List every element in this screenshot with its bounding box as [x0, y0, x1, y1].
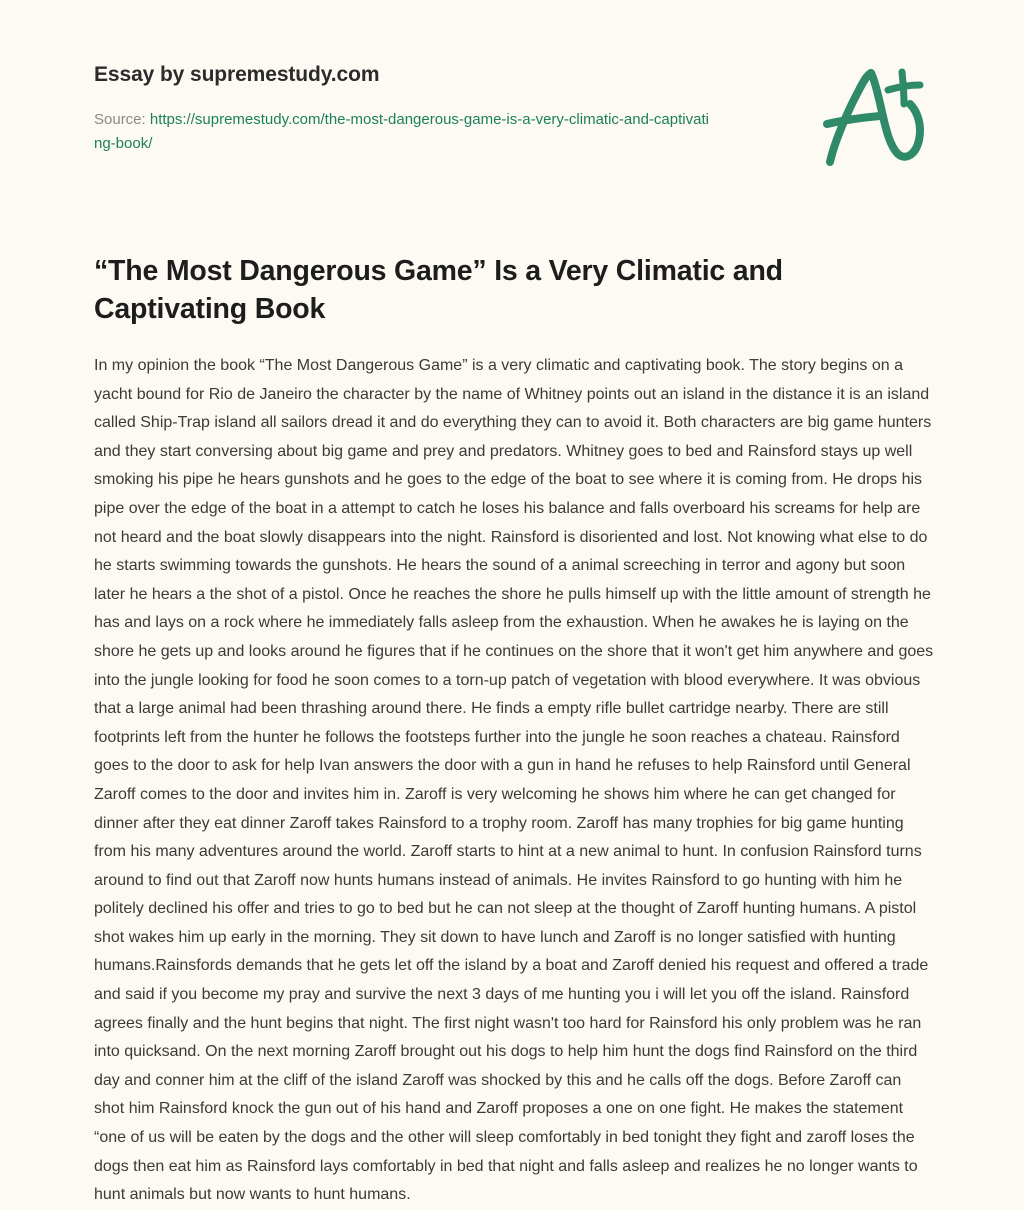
brand-title: Essay by supremestudy.com [94, 63, 380, 86]
page-header [0, 0, 1024, 170]
article-body [94, 352, 934, 1210]
source-url-link[interactable]: https://supremestudy.com/the-most-dangerous-game-is-a-very-climatic-and-captivating-book/ [94, 111, 709, 152]
page-title: “The Most Dangerous Game” Is a Very Climatic and Captivating Book [94, 255, 783, 325]
source-label: Source: [94, 111, 146, 128]
source-row [94, 108, 714, 156]
header-left-block [94, 62, 714, 156]
site-logo[interactable] [810, 64, 930, 170]
article-paragraph: In my opinion the book “The Most Dangerous Game” is a very climatic and captivating book. The story begins on a yacht bound for Rio de Janeiro the character by the name of Whitney points out an island in the distance it is an island called Ship-Trap island all sailors dread it and do everything they can to avoid it. Both characters are big game hunters and they start conversing about big game and prey and predators. Whitney goes to bed and Rainsford stays up well smoking his pipe he hears gunshots and he goes to the edge of the boat to see where it is coming from. He drops his pipe over the edge of the boat in a attempt to catch he loses his balance and falls overboard his screams for help are not heard and the boat slowly disappears into the night. Rainsford is disoriented and lost. Not knowing what else to do he starts swimming towards the gunshots. He hears the sound of a animal screeching in terror and agony but soon later he hears a the shot of a pistol. Once he reaches the shore he pulls himself up with the little amount of strength he has and lays on a rock where he immediately falls asleep from the exhaustion. When he awakes he is laying on the shore he gets up and looks around he figures that if he continues on the shore that it won't get him anywhere and goes into the jungle looking for food he soon comes to a torn-up patch of vegetation with blood everywhere. It was obvious that a large animal had been thrashing around there. He finds a empty rifle bullet cartridge nearby. There are still footprints left from the hunter he follows the footsteps further into the jungle he soon reaches a chateau. Rainsford goes to the door to ask for help Ivan answers the door with a gun in hand he refuses to help Rainsford until General Zaroff comes to the door and invites him in. Zaroff is very welcoming he shows him where he can get changed for dinner after they eat dinner Zaroff takes Rainsford to a trophy room. Zaroff has many trophies for big game hunting from his many adventures around the world. Zaroff starts to hint at a new animal to hunt. In confusion Rainsford turns around to find out that Zaroff now hunts humans instead of animals. He invites Rainsford to go hunting with him he politely declined his offer and tries to go to bed but he can not sleep at the thought of Zaroff hunting humans. A pistol shot wakes him up early in the morning. They sit down to have lunch and Zaroff is no longer satisfied with hunting humans.Rainsfords demands that he gets let off the island by a boat and Zaroff denied his request and offered a trade and said if you become my pray and survive the next 3 days of me hunting you i will let you off the island. Rainsford agrees finally and the hunt begins that night. The first night wasn't too hard for Rainsford his only problem was he ran into quicksand. On the next morning Zaroff brought out his dogs to help him hunt the dogs find Rainsford on the third day and conner him at the cliff of the island Zaroff was shocked by this and he calls off the dogs. Before Zaroff can shot him Rainsford knock the gun out of his hand and Zaroff proposes a one on one fight. He makes the statement “one of us will be eaten by the dogs and the other will sleep comfortably in bed tonight they fight and zaroff loses the dogs then eat him as Rainsford lays comfortably in bed that night and falls asleep and realizes he no longer wants to hunt animals but now wants to hunt humans. [94, 357, 934, 1204]
a-plus-logo-icon [814, 64, 930, 170]
